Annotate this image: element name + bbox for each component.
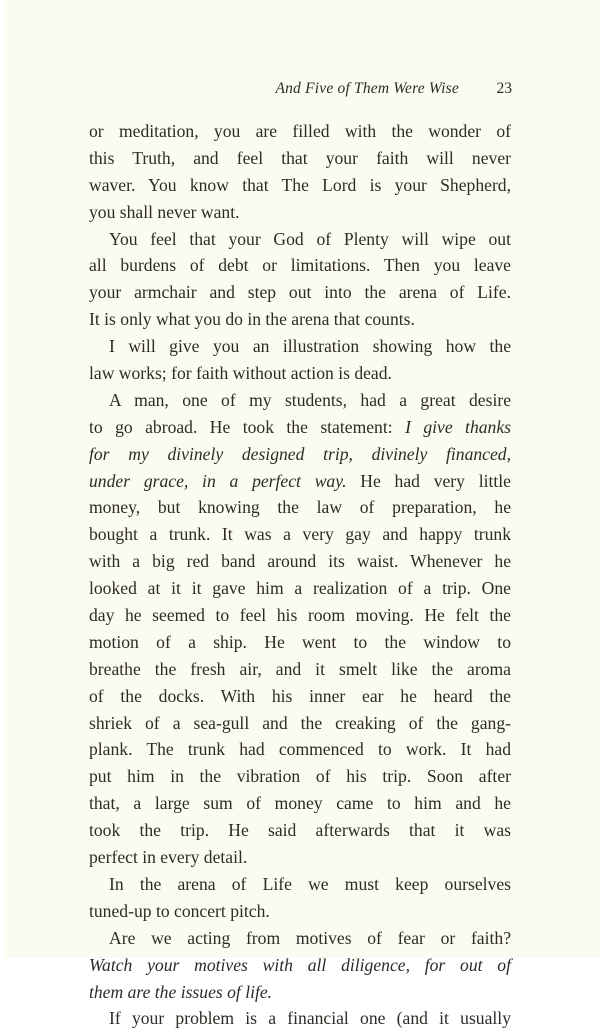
text-segment: with a big red band around its waist. Whenever he (89, 551, 511, 572)
text-line (89, 360, 511, 387)
text-segment: bought a trunk. It was a very gay and happy trunk (89, 524, 511, 545)
text-line (89, 441, 511, 468)
text-segment: this Truth, and feel that your faith will never (89, 147, 511, 168)
text-line (89, 979, 511, 1006)
text-segment: all burdens of debt or limitations. Then you leave (89, 255, 511, 276)
text-segment: plank. The trunk had commenced to work. It had (89, 739, 511, 760)
text-line (89, 925, 511, 952)
text-segment: day he seemed to feel his room moving. He felt the (89, 605, 511, 626)
italic-text: them are the issues of life. (89, 981, 273, 1002)
text-line (89, 683, 511, 710)
text-line (89, 629, 511, 656)
text-line (89, 575, 511, 602)
text-segment: A man, one of my students, had a great desire (109, 389, 511, 410)
text-segment: or meditation, you are filled with the wonder of (89, 121, 511, 141)
text-line (89, 763, 511, 790)
italic-text: I give thanks (405, 416, 511, 437)
text-segment: It is only what you do in the arena that counts. (89, 309, 415, 330)
text-line (89, 145, 511, 172)
text-line (89, 387, 511, 414)
text-line (89, 226, 511, 253)
text-line (89, 414, 511, 441)
text-segment: money, but knowing the law of preparation, he (89, 497, 511, 518)
page-header (0, 80, 600, 104)
text-line (89, 333, 511, 360)
text-line (89, 548, 511, 575)
page-number: 23 (496, 80, 512, 97)
text-segment: If your problem is a financial one (and it usually (109, 1008, 511, 1029)
text-line (89, 468, 511, 495)
text-line (89, 252, 511, 279)
text-segment: Are we acting from motives of fear or faith? (109, 927, 511, 948)
text-segment: In the arena of Life we must keep ourselves (109, 873, 511, 894)
text-segment: took the trip. He said afterwards that it was (89, 820, 511, 841)
italic-text: Watch your motives with all diligence, for out of (89, 954, 511, 975)
text-line (89, 279, 511, 306)
text-segment: I will give you an illustration showing how the (109, 336, 511, 357)
text-line (89, 306, 511, 333)
text-line (89, 118, 511, 145)
text-segment: you shall never want. (89, 201, 240, 222)
text-segment: You feel that your God of Plenty will wipe out (109, 228, 511, 249)
text-line (89, 494, 511, 521)
text-line (89, 172, 511, 199)
text-line (89, 521, 511, 548)
text-line (89, 199, 511, 226)
text-line (89, 844, 511, 871)
text-segment: law works; for faith without action is dead. (89, 363, 392, 384)
text-line (89, 1005, 511, 1032)
text-segment: shriek of a sea-gull and the creaking of the gang- (89, 712, 511, 733)
text-line (89, 898, 511, 925)
text-segment: breathe the fresh air, and it smelt like the aroma (89, 658, 511, 679)
body-text (89, 118, 511, 1032)
text-segment: He had very little (346, 470, 511, 491)
text-segment: perfect in every detail. (89, 847, 248, 868)
text-segment: to go abroad. He took the statement: (89, 416, 406, 437)
text-line (89, 817, 511, 844)
text-line (89, 736, 511, 763)
italic-text: under grace, in a perfect way. (89, 470, 347, 491)
text-segment: of the docks. With his inner ear he heard the (89, 685, 511, 706)
text-segment: put him in the vibration of his trip. Soon after (89, 766, 511, 787)
text-line (89, 871, 511, 898)
text-segment: motion of a ship. He went to the window to (89, 631, 511, 652)
text-segment: tuned-up to concert pitch. (89, 900, 270, 921)
text-line (89, 790, 511, 817)
text-segment: looked at it it gave him a realization of a trip. One (89, 578, 511, 599)
text-line (89, 952, 511, 979)
italic-text: for my divinely designed trip, divinely financed, (89, 443, 511, 464)
running-title: And Five of Them Were Wise (275, 80, 459, 97)
text-line (89, 710, 511, 737)
text-segment: waver. You know that The Lord is your Shepherd, (89, 174, 511, 195)
text-segment: that, a large sum of money came to him and he (89, 793, 511, 814)
text-line (89, 602, 511, 629)
text-line (89, 656, 511, 683)
text-segment: your armchair and step out into the arena of Life. (89, 282, 511, 303)
